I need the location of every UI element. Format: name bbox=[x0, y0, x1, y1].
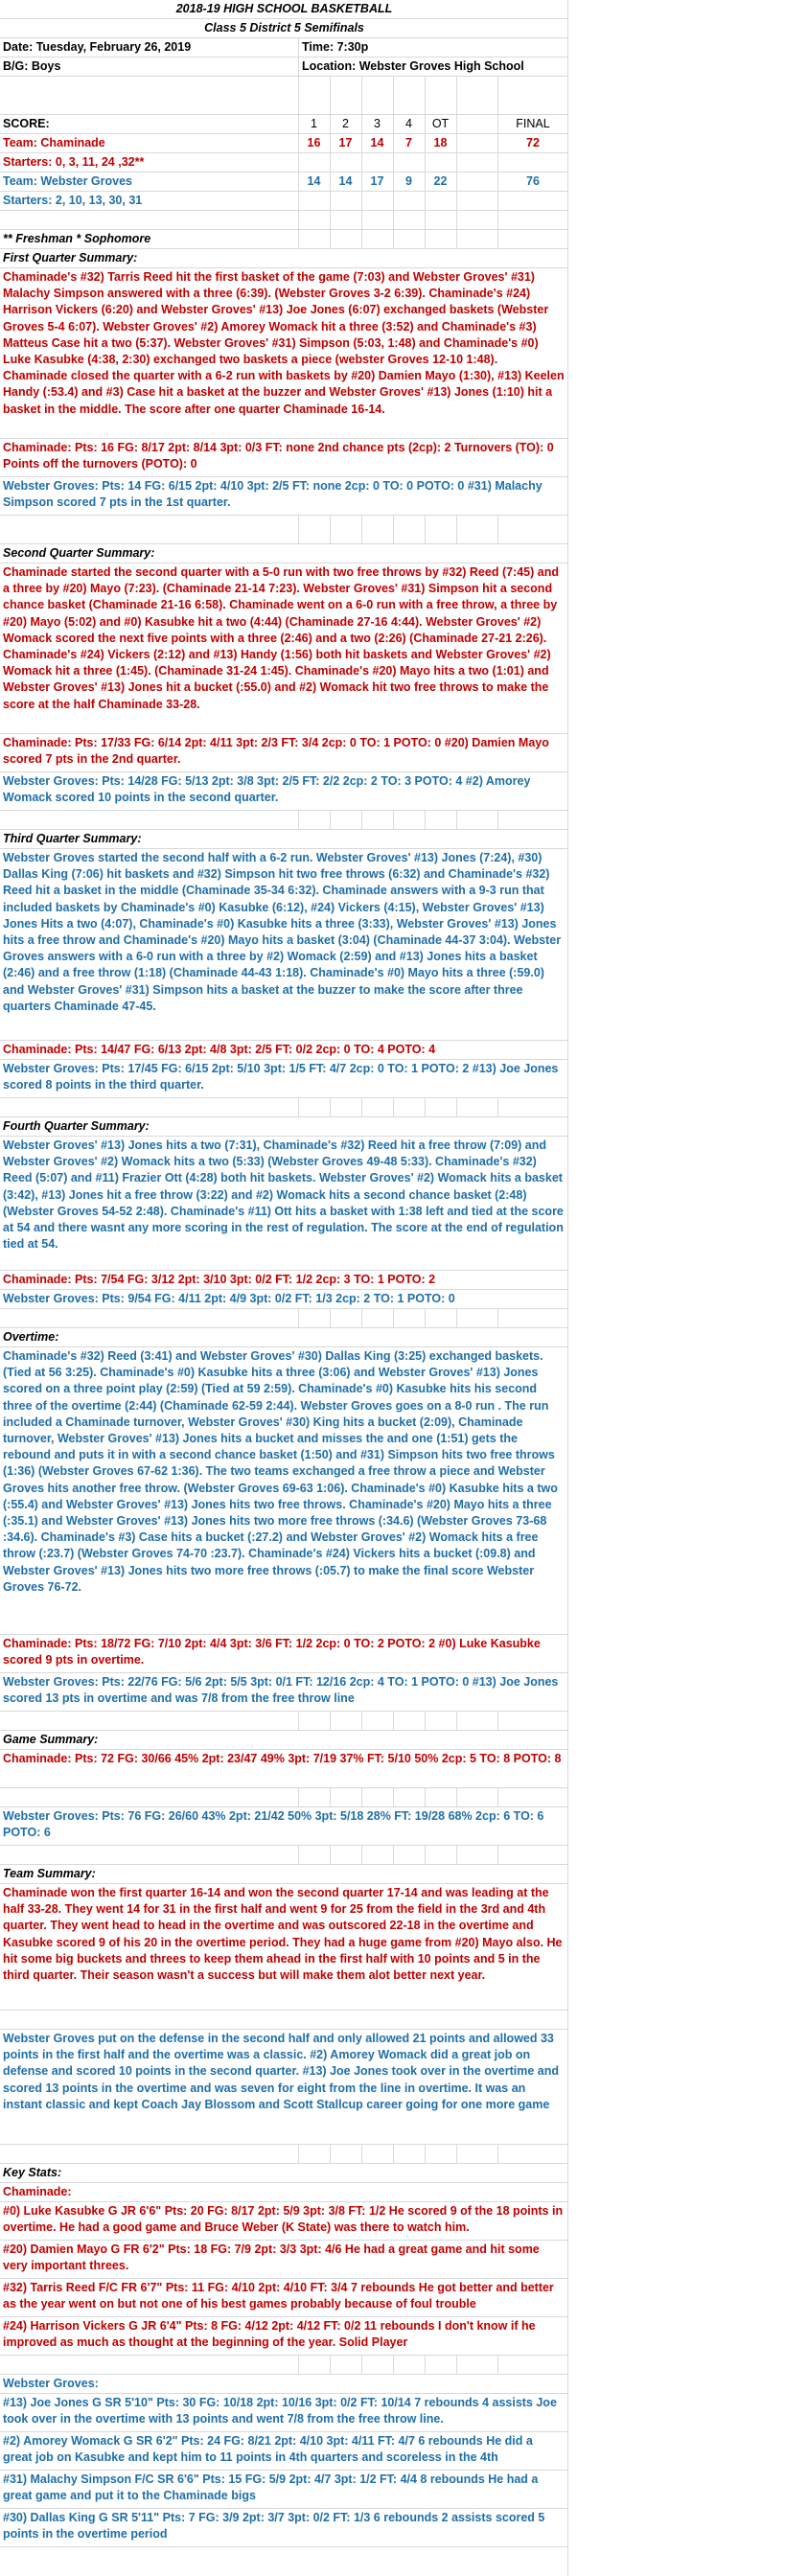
team2-q4: 9 bbox=[405, 174, 412, 188]
date-row bbox=[0, 38, 568, 58]
col-ot: OT bbox=[431, 117, 450, 130]
ot-heading-row bbox=[0, 1328, 568, 1347]
team-heading-row bbox=[0, 1865, 568, 1884]
q2-heading-row bbox=[0, 544, 568, 564]
spacer-row bbox=[0, 811, 568, 830]
q3-stats-chaminade-row bbox=[0, 1041, 568, 1060]
keystats-player-row bbox=[0, 2241, 568, 2279]
player-simpson: #31) Malachy Simpson F/C SR 6'6" Pts: 15 FG: 5/9 2pt: 4/7 3pt: 1/2 FT: 4/4 8 rebounds He had a great game and put it to the Chaminade bigs bbox=[3, 2472, 539, 2503]
team-summary-webster-row bbox=[0, 2030, 568, 2145]
team1-starters: Starters: 0, 3, 11, 24 ,32** bbox=[3, 155, 145, 169]
spacer-row bbox=[0, 1098, 568, 1117]
ot-stats-chaminade: Chaminade: Pts: 18/72 FG: 7/10 2pt: 4/4 3pt: 3/6 FT: 1/2 2cp: 0 TO: 2 POTO: 2 #0) Luke Kasubke scored 9 pts in overtime. bbox=[3, 1637, 541, 1668]
player-vickers: #24) Harrison Vickers G JR 6'4" Pts: 8 FG: 4/12 2pt: 4/12 FT: 0/2 11 rebounds I don't know if he improved as much as thought at the beginning of the year. Solid Player bbox=[3, 2319, 536, 2350]
player-mayo: #20) Damien Mayo G FR 6'2" Pts: 18 FG: 7/9 2pt: 3/3 3pt: 4/6 He had a great game and hit some very important threes. bbox=[3, 2242, 540, 2273]
ot-heading: Overtime: bbox=[3, 1330, 59, 1344]
q1-stats-webster-row bbox=[0, 477, 568, 516]
starters-row-chaminade bbox=[0, 153, 568, 172]
spacer-row bbox=[0, 1309, 568, 1328]
keystats-team2-row bbox=[0, 2375, 568, 2394]
spacer-row bbox=[0, 516, 568, 544]
keystats-heading: Key Stats: bbox=[3, 2166, 62, 2179]
keystats-team1-row bbox=[0, 2183, 568, 2202]
team-heading: Team Summary: bbox=[3, 1867, 96, 1880]
team2-final: 76 bbox=[526, 174, 540, 188]
col-q4: 4 bbox=[405, 117, 412, 130]
spacer-row bbox=[0, 211, 568, 230]
keystats-player-row bbox=[0, 2394, 568, 2432]
keystats-team1-label: Chaminade: bbox=[3, 2185, 72, 2198]
q3-stats-webster-row bbox=[0, 1060, 568, 1098]
player-kasubke: #0) Luke Kasubke G JR 6'6" Pts: 20 FG: 8/17 2pt: 5/9 3pt: 3/8 FT: 1/2 He scored 9 of the 18 points in overtime. He had a good game and Bruce Weber (K State) was there to watch him. bbox=[3, 2204, 564, 2235]
team-summary-chaminade-row bbox=[0, 1884, 568, 2011]
ot-stats-webster: Webster Groves: Pts: 22/76 FG: 5/6 2pt: 5/5 3pt: 0/1 FT: 12/16 2cp: 4 TO: 1 POTO: 0 #13) Joe Jones scored 13 pts in overtime and was 7/8 from the free throw line bbox=[3, 1675, 559, 1706]
q1-stats-webster: Webster Groves: Pts: 14 FG: 6/15 2pt: 4/10 3pt: 2/5 FT: none 2cp: 0 TO: 0 POTO: 0 #31) Malachy Simpson scored 7 pts in the 1st quarter. bbox=[3, 479, 543, 510]
team2-name: Team: Webster Groves bbox=[3, 174, 133, 188]
score-row-webster bbox=[0, 172, 568, 192]
keystats-player-row bbox=[0, 2279, 568, 2317]
keystats-player-row bbox=[0, 2317, 568, 2356]
score-row-chaminade bbox=[0, 134, 568, 153]
q4-stats-webster-row bbox=[0, 1290, 568, 1309]
q2-summary-row bbox=[0, 564, 568, 734]
ot-stats-webster-row bbox=[0, 1673, 568, 1712]
game-heading: Game Summary: bbox=[3, 1733, 99, 1746]
ot-summary: Chaminade's #32) Reed (3:41) and Webster Groves' #30) Dallas King (3:25) exchanged baskets. (Tied at 56 3:25). Chaminade's #0) Kasubke hits a three (3:06) and Webster Groves' #13) Jones scored on a three point play (2:59) (Tied at 59 2:59). Chaminade's #0) Kasubke hits his second three of the overtime (2:44) (Chaminade 62-59 2:44). Webster Groves goes on a 8-0 run . The run included a Chaminade turnover, Webster Groves' #30) King hits a bucket (2:09), Chaminade turnover, Webster Groves' #13) Jones hits a bucket and misses the and one (1:51) gets the rebound and puts it in with a second chance basket (1:50) and #31) Simpson hits two free throws (1:36) (Webster Groves 67-62 1:36). The two teams exchanged a free throw a piece and Webster Groves hits another free throw. (Webster Groves 69-63 1:06). Chaminade's #0) Kasubke hits a two (:55.4) and Webster Groves' #13) Jones hits two free throws. Chaminade's #20) Mayo hits a three (:35.1) and Webster Groves' #13) Jones hits two more free throws (:34.6) (Webster Groves 73-68 :34.6). Chaminade's #3) Case hits a bucket (:27.2) and Webster Groves' #2) Womack hits a free throw (:23.7) (Webster Groves 74-70 :23.7). Chaminade's #24) Vickers hits a bucket (:09.8) and Webster Groves' #13) Jones hits two more free throws (:05.7) to make the final score Webster Groves 76-72. bbox=[3, 1349, 558, 1594]
q2-stats-webster: Webster Groves: Pts: 14/28 FG: 5/13 2pt: 3/8 3pt: 2/5 FT: 2/2 2cp: 2 TO: 3 POTO: 4 #2) Amorey Womack scored 10 points in the second quarter. bbox=[3, 774, 531, 805]
ot-summary-row bbox=[0, 1347, 568, 1635]
team2-ot: 22 bbox=[433, 174, 448, 188]
team1-final: 72 bbox=[526, 136, 540, 150]
spacer-row bbox=[0, 1788, 568, 1807]
q4-summary: Webster Groves' #13) Jones hits a two (7:31), Chaminade's #32) Reed hit a free throw (7:09) and Webster Groves' #2) Womack hits a two (5:33) (Webster Groves 49-48 5:33). Chaminade's #32) Reed (5:07) and #11) Frazier Ott (4:28) both hit baskets. Webster Groves' #2) Womack hits a basket (3:42), #13) Jones hit a free throw (3:22) and #2) Womack hits a second chance basket (2:48) (Webster Groves 54-52 2:48). Chaminade's #11) Ott hits a basket with 1:38 left and tied at the score at 54 and there wasnt any more scoring in the rest of regulation. The score at the end of regulation tied at 54. bbox=[3, 1138, 564, 1252]
q1-heading: First Quarter Summary: bbox=[3, 251, 138, 264]
game-heading-row bbox=[0, 1731, 568, 1750]
q4-stats-chaminade-row bbox=[0, 1271, 568, 1290]
player-reed: #32) Tarris Reed F/C FR 6'7" Pts: 11 FG: 4/10 2pt: 4/10 FT: 3/4 7 rebounds He got better and better as the year went on but not one of his best games probably because of foul trouble bbox=[3, 2281, 554, 2312]
ot-stats-chaminade-row bbox=[0, 1635, 568, 1673]
q1-stats-chaminade-row bbox=[0, 439, 568, 477]
keystats-team2-label: Webster Groves: bbox=[3, 2377, 99, 2390]
q1-heading-row bbox=[0, 249, 568, 268]
q4-summary-row bbox=[0, 1137, 568, 1271]
q2-summary: Chaminade started the second quarter with a 5-0 run with two free throws by #32) Reed (7:45) and a three by #20) Mayo (7:23). (Chaminade 21-14 7:23). Webster Groves' #31) Simpson hit a second chance basket (Chaminade 21-16 6:58). Chaminade went on a 6-0 run with a free throw, a three by #20) Mayo (5:02) and #0) Kasubke hit a two (4:44) (Chaminade 27-16 4:44). Webster Groves' #2) Womack scored the next five points with a three (2:46) and a two (2:26) (Chaminade 27-21 2:26). Chaminade's #24) Vickers (2:12) and #13) Handy (1:56) both hit baskets and Webster Groves' #2) Womack hit a three (1:45). (Chaminade 31-24 1:45). Chaminade's #20) Mayo hits a two (1:01) and Webster Groves' #13) Jones hit a bucket (:55.0) and #2) Womack hit two free throws to make the score at the half Chaminade 33-28. bbox=[3, 565, 559, 711]
team2-starters: Starters: 2, 10, 13, 30, 31 bbox=[3, 194, 143, 207]
col-q1: 1 bbox=[311, 117, 317, 130]
q3-heading-row bbox=[0, 830, 568, 849]
q3-summary-row bbox=[0, 849, 568, 1041]
q2-heading: Second Quarter Summary: bbox=[3, 546, 155, 560]
q1-summary-row bbox=[0, 268, 568, 439]
spacer-row bbox=[0, 77, 568, 115]
starters-row-webster bbox=[0, 192, 568, 211]
game-date: Date: Tuesday, February 26, 2019 bbox=[3, 40, 192, 54]
q3-stats-webster: Webster Groves: Pts: 17/45 FG: 6/15 2pt: 5/10 3pt: 1/5 FT: 4/7 2cp: 0 TO: 1 POTO: 2 #13) Joe Jones scored 8 points in the third quarter. bbox=[3, 1062, 559, 1092]
team1-q3: 14 bbox=[370, 136, 384, 150]
page-title: 2018-19 HIGH SCHOOL BASKETBALL bbox=[175, 2, 393, 15]
q2-stats-chaminade-row bbox=[0, 734, 568, 772]
spacer-row bbox=[0, 1712, 568, 1731]
spacer-row bbox=[0, 2011, 568, 2030]
player-king: #30) Dallas King G SR 5'11" Pts: 7 FG: 3/9 2pt: 3/7 3pt: 0/2 FT: 1/3 6 rebounds 2 assists scored 5 points in the overtime period bbox=[3, 2511, 545, 2542]
team-summary-chaminade: Chaminade won the first quarter 16-14 and won the second quarter 17-14 and was leading at the half 33-28. They went 14 for 31 in the first half and went 9 for 25 from the field in the 3rd and 4th quarter. They went head to head in the overtime and was outscored 22-18 in the overtime and Kasubke scored 9 of his 20 in the overtime period. They had a huge game from #20) Mayo also. He hit some big buckets and threes to keep them ahead in the first half with 10 points and 5 in the third quarter. Their season wasn't a success but will make them alot better next year. bbox=[3, 1886, 563, 1983]
title-row bbox=[0, 0, 568, 19]
game-stats-chaminade-row bbox=[0, 1750, 568, 1788]
q1-summary: Chaminade's #32) Tarris Reed hit the first basket of the game (7:03) and Webster Groves' #31) Malachy Simpson answered with a three (6:39). (Webster Groves 3-2 6:39). Chaminade's #24) Harrison Vickers (6:20) and Webster Groves' #13) Joe Jones (6:07) exchanged baskets (Webster Groves 5-4 6:07). Webster Groves' #2) Amorey Womack hit a three (3:52) and Chaminade's #3) Matteus Case hit a two (5:37). Webster Groves' #31) Simpson (5:03, 1:48) and Chaminade's #0) Luke Kasubke (4:38, 2:30) exchanged two baskets a piece (webster Groves 12-10 1:48). Chaminade closed the quarter with a 6-2 run with baskets by #20) Damien Mayo (1:30), #13) Keelen Handy (:53.4) and #3) Case hit a basket at the buzzer and Webster Groves' #13) Jones (1:10) hit a basket in the middle. The score after one quarter Chaminade 16-14. bbox=[3, 270, 565, 416]
subtitle-row bbox=[0, 19, 568, 38]
q4-heading-row bbox=[0, 1117, 568, 1137]
keystats-player-row bbox=[0, 2509, 568, 2547]
game-location: Location: Webster Groves High School bbox=[302, 59, 524, 73]
team1-q1: 16 bbox=[307, 136, 321, 150]
game-stats-webster: Webster Groves: Pts: 76 FG: 26/60 43% 2pt: 21/42 50% 3pt: 5/18 28% FT: 19/28 68% 2cp: 6 TO: 6 POTO: 6 bbox=[3, 1809, 544, 1840]
spacer-row bbox=[0, 2145, 568, 2164]
q4-heading: Fourth Quarter Summary: bbox=[3, 1119, 150, 1133]
keystats-player-row bbox=[0, 2471, 568, 2509]
game-time: Time: 7:30p bbox=[302, 40, 369, 54]
q3-heading: Third Quarter Summary: bbox=[3, 832, 142, 845]
team2-q3: 17 bbox=[370, 174, 384, 188]
spacer-row bbox=[0, 2356, 568, 2375]
score-label: SCORE: bbox=[3, 117, 50, 130]
player-womack: #2) Amorey Womack G SR 6'2" Pts: 24 FG: 8/21 2pt: 4/10 3pt: 4/11 FT: 4/7 6 rebounds He did a great job on Kasubke and kept him to 11 points in 4th quarters and scoreless in the 4th bbox=[3, 2434, 533, 2465]
col-q2: 2 bbox=[342, 117, 349, 130]
team-summary-webster: Webster Groves put on the defense in the second half and only allowed 21 points and allowed 33 points in the first half and the overtime was a classic. #2) Amorey Womack did a great job on defense and scored 10 points in the second quarter. #13) Joe Jones took over in the overtime and scored 13 points in the overtime and was seven for eight from the line in overtime. It was an instant classic and kept Coach Jay Blossom and Scott Stallcup career going for one more game bbox=[3, 2032, 560, 2111]
q4-stats-chaminade: Chaminade: Pts: 7/54 FG: 3/12 2pt: 3/10 3pt: 0/2 FT: 1/2 2cp: 3 TO: 1 POTO: 2 bbox=[3, 1273, 436, 1286]
team1-q2: 17 bbox=[338, 136, 353, 150]
legend-text: ** Freshman * Sophomore bbox=[3, 232, 151, 245]
score-header-row bbox=[0, 115, 568, 134]
game-stats-webster-row bbox=[0, 1807, 568, 1846]
game-gender: B/G: Boys bbox=[3, 59, 61, 73]
col-final: FINAL bbox=[516, 117, 550, 130]
location-row bbox=[0, 58, 568, 77]
legend-row bbox=[0, 230, 568, 249]
keystats-heading-row bbox=[0, 2164, 568, 2183]
col-q3: 3 bbox=[374, 117, 381, 130]
player-jones: #13) Joe Jones G SR 5'10" Pts: 30 FG: 10/18 2pt: 10/16 3pt: 0/2 FT: 10/14 7 rebounds 4 assists Joe took over in the overtime with 13 points and went 7/8 from the free throw line. bbox=[3, 2396, 557, 2426]
team1-name: Team: Chaminade bbox=[3, 136, 105, 150]
team1-q4: 7 bbox=[405, 136, 412, 150]
team2-q2: 14 bbox=[338, 174, 353, 188]
team2-q1: 14 bbox=[307, 174, 321, 188]
q4-stats-webster: Webster Groves: Pts: 9/54 FG: 4/11 2pt: 4/9 3pt: 0/2 FT: 1/3 2cp: 2 TO: 1 POTO: 0 bbox=[3, 1292, 455, 1305]
spacer-row bbox=[0, 1846, 568, 1865]
q3-stats-chaminade: Chaminade: Pts: 14/47 FG: 6/13 2pt: 4/8 3pt: 2/5 FT: 0/2 2cp: 0 TO: 4 POTO: 4 bbox=[3, 1043, 436, 1056]
game-stats-chaminade: Chaminade: Pts: 72 FG: 30/66 45% 2pt: 23/47 49% 3pt: 7/19 37% FT: 5/10 50% 2cp: 5 TO: 8 POTO: 8 bbox=[3, 1752, 562, 1765]
q1-stats-chaminade: Chaminade: Pts: 16 FG: 8/17 2pt: 8/14 3pt: 0/3 FT: none 2nd chance pts (2cp): 2 Turnovers (TO): 0 Points off the turnovers (POTO): 0 bbox=[3, 441, 554, 472]
q2-stats-webster-row bbox=[0, 772, 568, 811]
page-subtitle: Class 5 District 5 Semifinals bbox=[204, 21, 364, 34]
keystats-player-row bbox=[0, 2202, 568, 2241]
q2-stats-chaminade: Chaminade: Pts: 17/33 FG: 6/14 2pt: 4/11 3pt: 2/3 FT: 3/4 2cp: 0 TO: 1 POTO: 0 #20) Damien Mayo scored 7 pts in the 2nd quarter. bbox=[3, 736, 549, 767]
q3-summary: Webster Groves started the second half with a 6-2 run. Webster Groves' #13) Jones (7:24), #30) Dallas King (7:06) hit baskets and #32) Simpson hit two free throws (6:32) and Chaminade's #32) Reed hit a basket in the middle (Chaminade 35-34 6:32). Chaminade answers with a 9-3 run that included baskets by Chaminade's #0) Kasubke (6:12), #24) Vickers (4:15), Webster Groves' #13) Jones Hits a two (4:07), Chaminade's #0) Kasubke hits a three (3:33), Webster Groves' #13) Jones hits a free throw and Chaminade's #20) Mayo hits a basket (3:04) (Chaminade 44-37 3:04). Webster Groves answers with a 6-0 run with a three by #2) Womack (2:59) and #13) Jones hits a basket (2:46) and a free throw (1:18) (Chaminade 44-43 1:18). Chaminade's #0) Mayo hits a three (:59.0) and Webster Groves' #31) Simpson hits a basket at the buzzer to make the score after three quarters Chaminade 47-45. bbox=[3, 851, 562, 1013]
keystats-player-row bbox=[0, 2432, 568, 2471]
team1-ot: 18 bbox=[433, 136, 448, 150]
